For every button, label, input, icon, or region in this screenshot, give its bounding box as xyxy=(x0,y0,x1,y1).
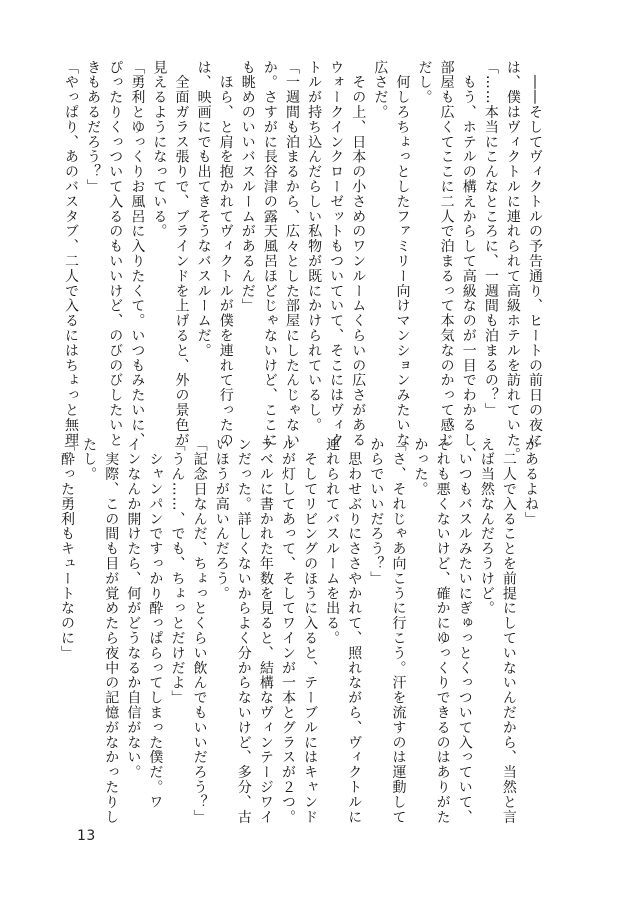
text-line: 「酔った勇利もキュートなのに」 xyxy=(59,437,76,661)
text-line: 部屋も広くてここに二人で泊まるって本気なのかって感じ xyxy=(438,60,455,448)
text-line: ぴったりくっついて入るのもいいけど、のびのびしたいと xyxy=(107,60,124,448)
text-line: もう、ホテルの構えからして高級なのが一目でわかるし、 xyxy=(460,60,477,463)
text-line: そしてリビングのほうに入ると、テーブルにはキャンド xyxy=(302,437,319,825)
text-line: 二人で入ることを前提にしていないんだから、当然と言 xyxy=(500,437,517,825)
text-line: 何しろちょっとしたファミリー向けマンションみたいな xyxy=(394,60,411,448)
text-line: 「うん……、でも、ちょっとだけだよ」 xyxy=(169,437,186,706)
text-line: ――そしてヴィクトルの予告通り、ヒートの前日の夜に xyxy=(527,60,543,448)
text-line: ラベルに書かれた年数を見ると、結構なヴィンテージワイ xyxy=(257,437,274,825)
text-line: トルが持ち込んだらしい私物が既にかけられているし。 xyxy=(306,60,323,433)
text-line: は、映画にでも出てきそうなバスルームだ。 xyxy=(195,60,212,358)
text-line: かった。 xyxy=(412,437,429,497)
text-line: 「さ、それじゃあ向こうに行こう。汗を流すのは運動して xyxy=(390,437,407,825)
text-line: 実際、この間も目が覚めたら夜中の記憶がなかったりし xyxy=(103,437,120,825)
text-line: ンだった。詳しくないからよく分からないけど、多分、古 xyxy=(235,437,252,825)
text-line: インなんか開けたら、何がどうなるか自信がない。 xyxy=(125,437,142,780)
text-line: ほら、と肩を抱かれてヴィクトルが僕を連れて行ったの xyxy=(217,60,234,448)
text-line: シャンパンですっかり酔っぱらってしまった僕だ。ワ xyxy=(147,437,164,810)
text-line: 全面ガラス張りで、ブラインドを上げると、外の景色が xyxy=(173,60,190,448)
text-line: 連れられてバスルームを出る。 xyxy=(324,437,341,646)
lower-text-block xyxy=(59,437,542,825)
text-line: いつもバスルみたいにぎゅっとくっついて入っていて、 xyxy=(456,437,473,825)
page-number: 13 xyxy=(77,828,96,844)
text-line: だし。 xyxy=(416,60,433,105)
text-line: それも悪くないけど、確かにゆっくりできるのはありがた xyxy=(434,437,451,825)
text-line: 思わせぶりにささやかれて、照れながら、ヴィクトルに xyxy=(346,437,363,825)
text-line: 「勇利とゆっくりお風呂に入りたくて。いつもみたいに、 xyxy=(129,60,146,448)
text-line: 「……本当にこんなところに、一週間も泊まるの？」 xyxy=(482,60,499,418)
text-line: 「記念日なんだ、ちょっとくらい飲んでもいいだろう？」 xyxy=(191,437,208,825)
text-line: 「一週間も泊まるから、広々とした部屋にしたんじゃない xyxy=(283,60,300,448)
text-line: ウォークインクローゼットもついていて、そこにはヴィク xyxy=(328,60,345,448)
text-line: いほうが高いんだろう。 xyxy=(213,437,230,601)
text-line: は、僕はヴィクトルに連れられて高級ホテルを訪れていた。 xyxy=(504,60,521,463)
text-line: 「やっぱり、あのバスタブ、二人で入るにはちょっと無理 xyxy=(63,60,80,448)
text-line: えば当然なんだろうけど。 xyxy=(478,437,495,616)
text-line: も眺めのいいバスルームがあるんだ」 xyxy=(239,60,256,314)
text-line: か。さすがに長谷津の露天風呂ほどじゃないけど、ここに xyxy=(261,60,278,448)
text-line: その上、日本の小さめのワンルームくらいの広さがある xyxy=(350,60,367,448)
text-line: からでいいだろう？」 xyxy=(368,437,385,586)
text-line: 広さだ。 xyxy=(372,60,389,120)
text-line: ルが灯してあって、そしてワインが一本とグラスが２つ。 xyxy=(279,437,296,825)
text-line: きもあるだろう？」 xyxy=(85,60,102,195)
text-line: 見えるようになっている。 xyxy=(151,60,168,239)
text-line: たし。 xyxy=(81,437,98,482)
text-line: があるよね」 xyxy=(523,437,539,527)
